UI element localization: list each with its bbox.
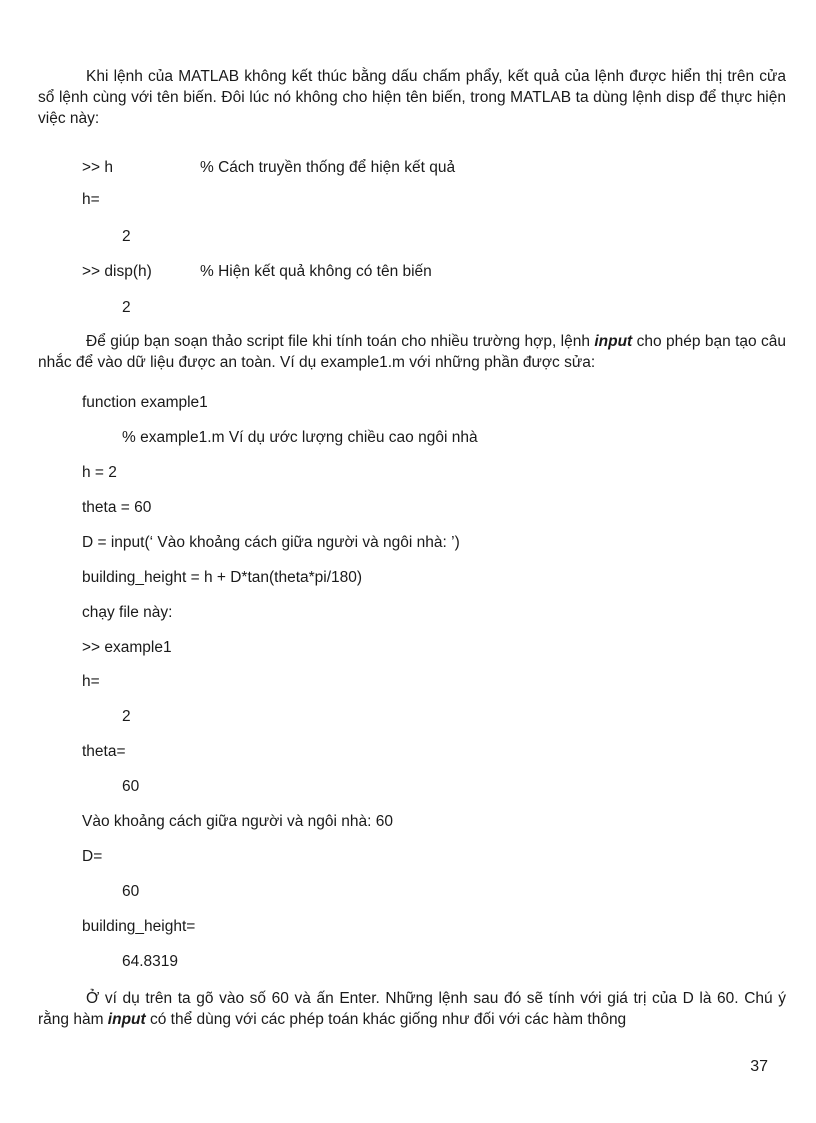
code-line-output-d xyxy=(82,847,102,867)
code-text: function example1 xyxy=(82,394,208,411)
paragraph-text-end: có thể dùng với các phép toán khác giống như đối với các hàm thông xyxy=(145,1011,627,1028)
code-text: >> example1 xyxy=(82,639,172,656)
code-line-h xyxy=(82,463,117,483)
code-line-output-theta xyxy=(82,742,126,762)
code-line-function xyxy=(82,393,208,413)
code-line-output-theta-value xyxy=(122,777,139,797)
code-text: 60 xyxy=(122,883,140,900)
code-text: 64.8319 xyxy=(122,953,179,970)
paragraph-text-start: Để giúp bạn soạn thảo script file khi tính toán cho nhiều trường hợp, lệnh xyxy=(86,333,595,350)
code-line-prompt xyxy=(82,812,393,832)
code-line-theta xyxy=(82,498,151,518)
code-output-name-h xyxy=(82,190,100,210)
paragraph-example-explanation xyxy=(38,988,786,1030)
code-line-input xyxy=(82,533,460,553)
code-command-h xyxy=(82,158,113,178)
code-line-example1 xyxy=(82,638,172,658)
code-output-value-h xyxy=(122,227,131,247)
paragraph-text-start: Ở ví dụ trên ta gõ vào số 60 và ấn Enter. Những lệnh sau đó sẽ tính với giá trị của D là 60. Chú ý rằng hàm xyxy=(38,990,786,1028)
code-comment-no-name xyxy=(200,262,432,282)
code-comment-traditional xyxy=(200,158,455,178)
code-line-output-building-height xyxy=(82,917,195,937)
code-text: % example1.m Ví dụ ước lượng chiều cao ngôi nhà xyxy=(122,429,478,446)
code-text: Vào khoảng cách giữa người và ngôi nhà: 60 xyxy=(82,813,393,830)
code-line-building-height xyxy=(82,568,362,588)
code-text: 2 xyxy=(122,228,131,245)
code-line-output-building-height-value xyxy=(122,952,178,972)
paragraph-text: Khi lệnh của MATLAB không kết thúc bằng dấu chấm phẩy, kết quả của lệnh được hiển thị trên cửa sổ lệnh cùng với tên biến. Đôi lúc nó không cho hiện tên biến, trong MATLAB ta dùng lệnh disp để thực hiện việc này: xyxy=(38,68,786,127)
code-text: h= xyxy=(82,673,100,690)
emphasis-input: input xyxy=(107,1011,146,1028)
code-line-output-h xyxy=(82,672,100,692)
code-text: 60 xyxy=(122,778,140,795)
code-text: >> h xyxy=(82,159,114,176)
code-comment-text: % Hiện kết quả không có tên biến xyxy=(200,263,432,280)
code-output-value-disp xyxy=(122,298,131,318)
emphasis-input: input xyxy=(594,333,633,350)
code-line-run-file xyxy=(82,603,172,623)
code-text: building_height= xyxy=(82,918,196,935)
code-command-disp xyxy=(82,262,152,282)
code-text: theta= xyxy=(82,743,126,760)
page-number: 37 xyxy=(750,1058,768,1075)
code-text: >> disp(h) xyxy=(82,263,152,280)
paragraph-input-intro xyxy=(38,331,786,373)
code-line-output-d-value xyxy=(122,882,139,902)
code-text: D= xyxy=(82,848,103,865)
code-line-comment xyxy=(122,428,478,448)
code-line-output-h-value xyxy=(122,707,131,727)
paragraph-disp-intro xyxy=(38,66,786,129)
code-text: 2 xyxy=(122,708,131,725)
code-comment-text: % Cách truyền thống để hiện kết quả xyxy=(200,159,456,176)
code-text: 2 xyxy=(122,299,131,316)
code-text: D = input(‘ Vào khoảng cách giữa người và ngôi nhà: ’) xyxy=(82,534,460,551)
code-text: h= xyxy=(82,191,100,208)
code-text: chạy file này: xyxy=(82,604,173,621)
paragraph-text-end: cho phép bạn tạo câu nhắc để vào dữ liệu được an toàn. Ví dụ example1.m với những phần được sửa: xyxy=(38,333,786,371)
code-text: building_height = h + D*tan(theta*pi/180) xyxy=(82,569,363,586)
code-text: h = 2 xyxy=(82,464,117,481)
code-text: theta = 60 xyxy=(82,499,152,516)
